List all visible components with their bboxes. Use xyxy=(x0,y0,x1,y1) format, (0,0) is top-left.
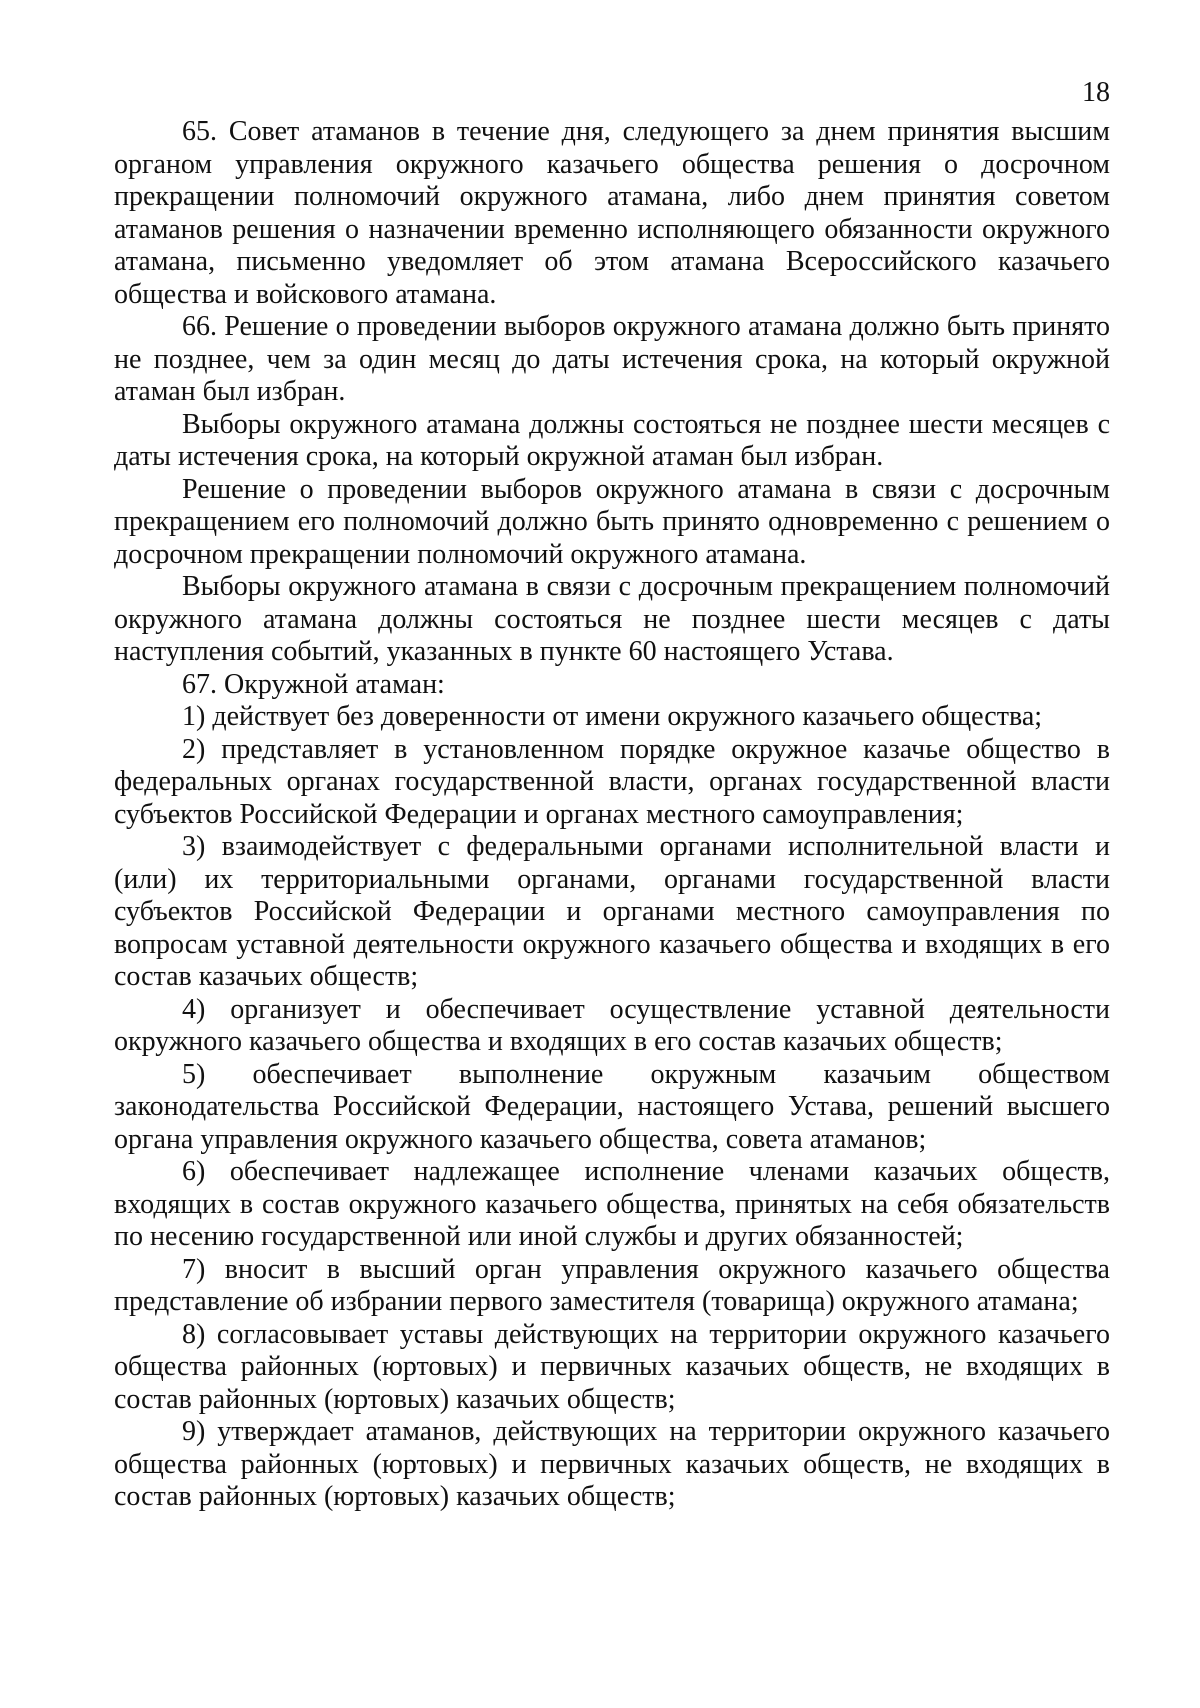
list-item-7: 7) вносит в высший орган управления окружного казачьего общества представление об избрании первого заместителя (товарища) окружного атамана; xyxy=(114,1253,1110,1317)
list-item-8: 8) согласовывает уставы действующих на территории окружного казачьего общества районных (юртовых) и первичных казачьих обществ, не входящих в состав районных (юртовых) казачьих обществ; xyxy=(114,1318,1110,1415)
list-item-6: 6) обеспечивает надлежащее исполнение членами казачьих обществ, входящих в состав окружного казачьего общества, принятых на себя обязательств по несению государственной или иной службы и других обязанностей; xyxy=(114,1156,1110,1252)
list-item-2: 2) представляет в установленном порядке окружное казачье общество в федеральных органах государственной власти, органах государственной власти субъектов Российской Федерации и органах местного самоуправления; xyxy=(114,733,1110,830)
paragraph-66: 66. Решение о проведении выборов окружного атамана должно быть принято не позднее, чем за один месяц до даты истечения срока, на который окружной атаман был избран. xyxy=(114,311,1110,407)
list-item-5: 5) обеспечивает выполнение окружным казачьим обществом законодательства Российской Федерации, настоящего Устава, решений высшего органа управления окружного казачьего общества, совета атаманов; xyxy=(114,1058,1110,1155)
document-body xyxy=(114,116,1110,1514)
page-number: 18 xyxy=(1082,77,1110,108)
paragraph-66-elections: Выборы окружного атамана должны состояться не позднее шести месяцев с даты истечения срока, на который окружной атаман был избран. xyxy=(114,408,1110,472)
list-item-4: 4) организует и обеспечивает осуществление уставной деятельности окружного казачьего общества и входящих в его состав казачьих обществ; xyxy=(114,993,1110,1057)
paragraph-66-early-elections: Выборы окружного атамана в связи с досрочным прекращением полномочий окружного атамана должны состояться не позднее шести месяцев с даты наступления событий, указанных в пункте 60 настоящего Устава. xyxy=(114,571,1110,667)
paragraph-67: 67. Окружной атаман: xyxy=(182,668,445,700)
list-item-9: 9) утверждает атаманов, действующих на территории окружного казачьего общества районных (юртовых) и первичных казачьих обществ, не входящих в состав районных (юртовых) казачьих обществ; xyxy=(114,1416,1110,1512)
paragraph-66-early-decision: Решение о проведении выборов окружного атамана в связи с досрочным прекращением его полномочий должно быть принято одновременно с решением о досрочном прекращении полномочий окружного атамана. xyxy=(114,473,1110,570)
list-item-1: 1) действует без доверенности от имени окружного казачьего общества; xyxy=(182,701,1043,732)
paragraph-65: 65. Совет атаманов в течение дня, следующего за днем принятия высшим органом управления окружного казачьего общества решения о досрочном прекращении полномочий окружного атамана, либо днем принятия советом атаманов решения о назначении временно исполняющего обязанности окружного атамана, письменно уведомляет об этом атамана Всероссийского казачьего общества и войскового атамана. xyxy=(114,116,1110,310)
list-item-3: 3) взаимодействует с федеральными органами исполнительной власти и (или) их территориальными органами, органами государственной власти субъектов Российской Федерации и органами местного самоуправления по вопросам уставной деятельности окружного казачьего общества и входящих в его состав казачьих обществ; xyxy=(114,831,1110,992)
